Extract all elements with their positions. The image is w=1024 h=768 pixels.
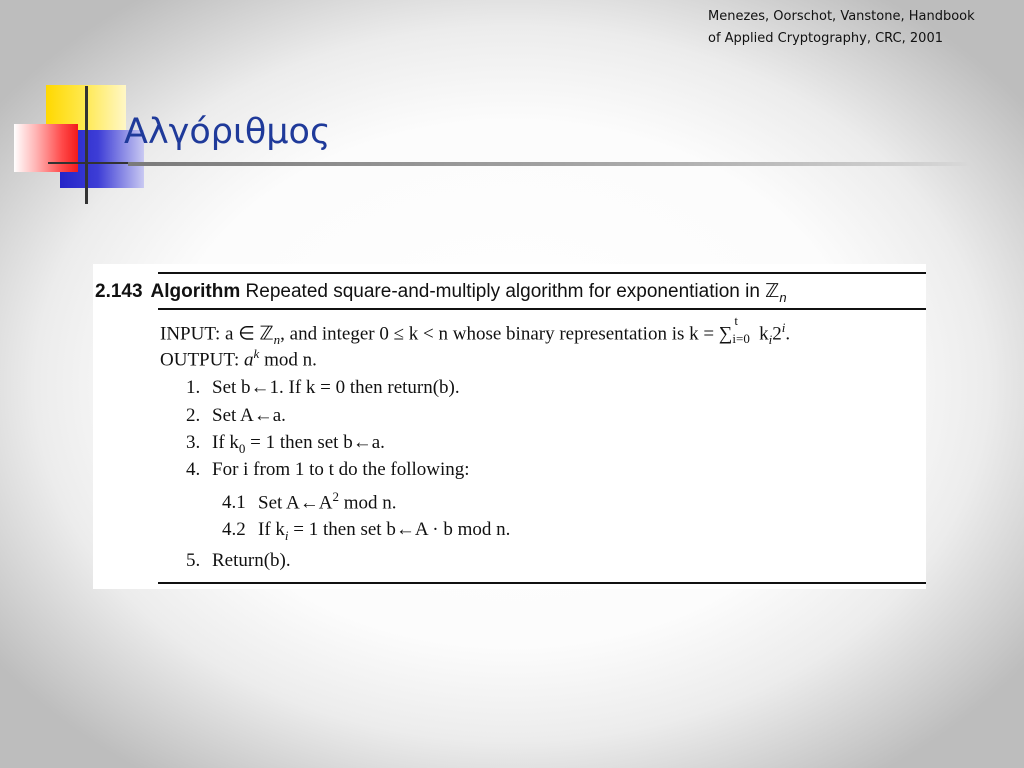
algorithm-output [160, 346, 317, 371]
algorithm-input [160, 313, 791, 348]
step-text-post: = 1 then set b←A · b mod n. [288, 519, 511, 540]
output-rest: mod n. [259, 349, 317, 371]
step-number: 4.2 [222, 519, 246, 540]
input-label: INPUT: [160, 323, 221, 345]
output-label: OUTPUT: [160, 349, 240, 371]
input-a: a ∈ ℤ [225, 323, 274, 345]
step-text-pre: If k [258, 519, 285, 540]
decor-vertical-line [85, 86, 88, 204]
step-4 [186, 459, 470, 481]
step-number: 2. [186, 405, 201, 426]
output-superscript: k [253, 346, 260, 361]
citation [708, 6, 1018, 50]
step-text-pre: Set A←A [258, 492, 333, 514]
input-k-subscript: i [768, 332, 773, 348]
step-text: Set b←1. If k = 0 then return(b). [212, 377, 460, 398]
step-number: 4.1 [222, 492, 246, 514]
decor-red-square [14, 124, 78, 172]
step-2 [186, 405, 286, 427]
algorithm-top-rule [158, 272, 926, 274]
step-subscript: i [284, 527, 289, 543]
title-underline [128, 162, 971, 166]
citation-line-2: of Applied Cryptography, CRC, 2001 [708, 31, 943, 46]
step-subscript: 0 [238, 440, 246, 456]
algorithm-bottom-rule [158, 582, 926, 584]
step-1 [186, 377, 460, 399]
decor-horizontal-line-short [48, 162, 128, 164]
input-text-3: 2 [772, 323, 782, 345]
step-4-1 [222, 489, 396, 514]
sum-subscript: i=0 [732, 331, 750, 347]
step-superscript: 2 [332, 489, 339, 504]
algorithm-name-subscript: n [779, 289, 787, 305]
input-text-2: k [754, 323, 769, 345]
output-base: a [244, 349, 254, 371]
citation-line-1: Menezes, Oorschot, Vanstone, Handbook [708, 9, 975, 24]
step-text-post: = 1 then set b←a. [245, 432, 385, 453]
step-number: 4. [186, 459, 201, 480]
step-text-post: mod n. [338, 492, 397, 514]
step-5 [186, 550, 291, 572]
step-text: For i from 1 to t do the following: [212, 459, 470, 480]
input-power-superscript: i [781, 320, 786, 335]
step-number: 1. [186, 377, 201, 398]
sum-superscript: t [734, 313, 739, 329]
input-text-4: . [785, 323, 791, 345]
step-text: Return(b). [212, 550, 291, 571]
algorithm-keyword: Algorithm [150, 281, 241, 302]
algorithm-number: 2.143 [95, 281, 143, 302]
step-3 [186, 432, 385, 457]
sum-limits [732, 313, 754, 347]
step-number: 5. [186, 550, 201, 571]
step-4-2 [222, 519, 510, 544]
input-text-1: , and integer 0 ≤ k < n whose binary representation is k = ∑ [280, 323, 733, 345]
input-a-subscript: n [273, 332, 281, 348]
algorithm-name: Repeated square-and-multiply algorithm for exponentiation in ℤ [245, 281, 780, 302]
algorithm-heading [95, 280, 787, 305]
algorithm-box [93, 264, 926, 589]
slide-title: Αλγόριθμος [124, 112, 331, 152]
algorithm-header-rule [158, 308, 926, 310]
step-number: 3. [186, 432, 201, 453]
step-text: Set A←a. [212, 405, 286, 426]
step-text-pre: If k [212, 432, 239, 453]
